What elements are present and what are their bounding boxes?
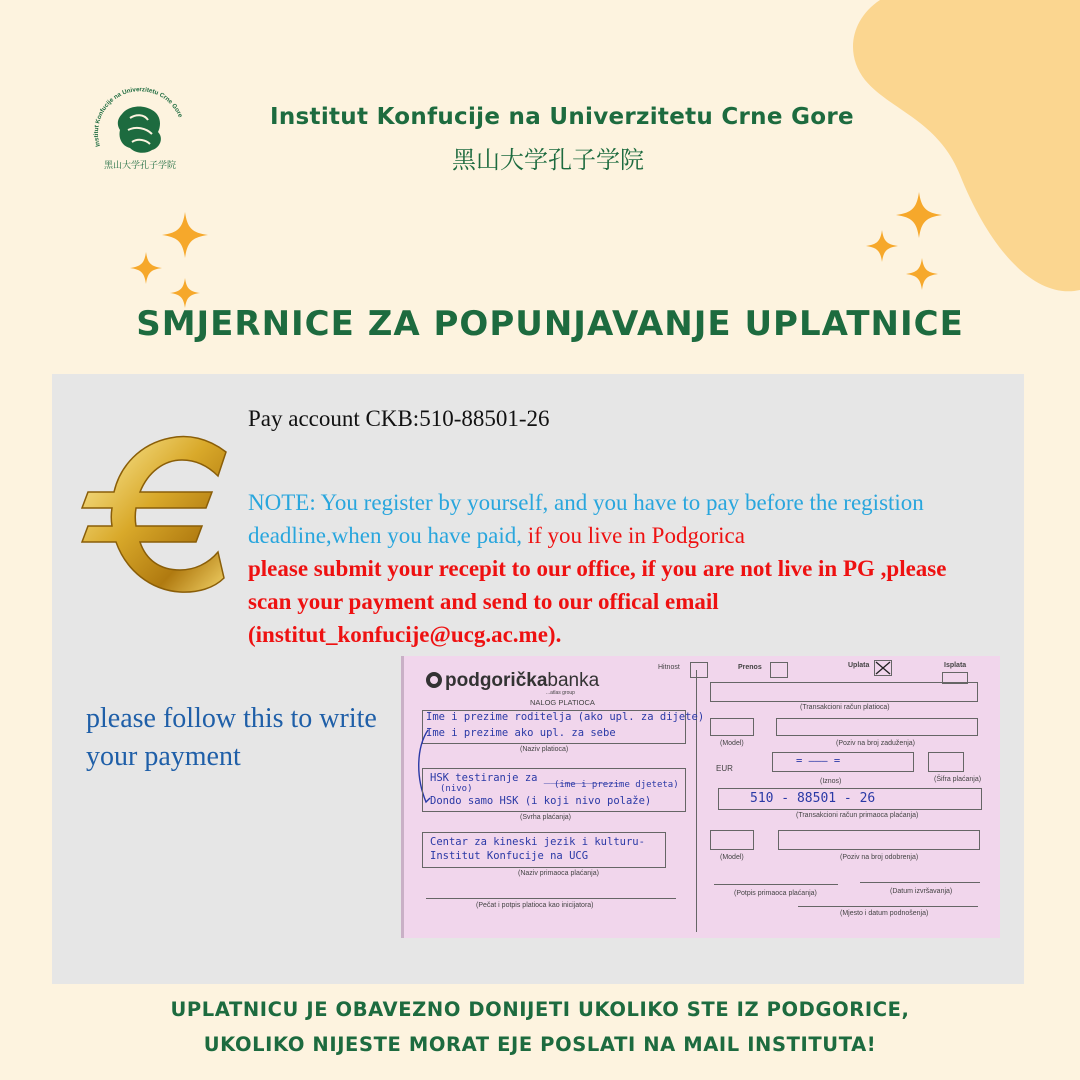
- payer-line2: Ime i prezime ako upl. za sebe: [426, 727, 616, 739]
- logo-cn-text: 黑山大学孔子学院: [103, 161, 177, 171]
- hitnost-box: [690, 662, 708, 678]
- bank-name-b: banka: [547, 670, 600, 691]
- sparkle-icon: [906, 258, 938, 290]
- institute-subtitle-cn: 黑山大学孔子学院: [452, 146, 644, 174]
- mjesto-line: [798, 906, 978, 907]
- uplata-label: Uplata: [848, 662, 870, 669]
- model2-box: [710, 830, 754, 850]
- footer-line2: UKOLIKO NIJESTE MORAT EJE POSLATI NA MAIL INSTITUTA!: [203, 1033, 877, 1056]
- purpose-note1: (nivo): [440, 784, 473, 794]
- euro-icon: [78, 430, 238, 600]
- sifra-box: [928, 752, 964, 772]
- sparkle-icon: [896, 192, 942, 238]
- sparkle-icon: [866, 230, 898, 262]
- confucius-logo-icon: [118, 107, 161, 153]
- footer-notice: [0, 992, 1080, 1062]
- payer-line1: Ime i prezime roditelja (ako upl. za dijete): [426, 711, 705, 723]
- form-title: NALOG PLATIOCA: [530, 698, 595, 707]
- poziv-zaduzenja-box: [776, 718, 978, 736]
- prenos-box: [770, 662, 788, 678]
- datum-line: [860, 882, 980, 883]
- pay-account: Pay account CKB:510-88501-26: [248, 406, 550, 431]
- registration-note: [248, 486, 988, 651]
- model2-label: (Model): [720, 854, 744, 861]
- account-hand: 510 - 88501 - 26: [750, 791, 876, 806]
- potpis-primaoca-label: (Potpis primaoca plaćanja): [734, 890, 817, 897]
- logo-ring-text: Institut Konfucije na Univerzitetu Crne Gore: [92, 86, 184, 148]
- check-x-icon: [875, 661, 891, 675]
- stamp-line: [426, 898, 676, 899]
- institute-title: Institut Konfucije na Univerzitetu Crne Gore: [270, 104, 854, 130]
- recipient-label: (Naziv primaoca plaćanja): [518, 870, 599, 877]
- trans-payer-box: [710, 682, 978, 702]
- stamp-label: (Pečat i potpis platioca kao inicijatora): [476, 902, 594, 909]
- datum-izvrsavanja-label: (Datum izvršavanja): [890, 888, 953, 895]
- payment-slip: [401, 656, 1000, 938]
- follow-instruction: please follow this to write your payment: [86, 703, 377, 772]
- iznos-label: (Iznos): [820, 778, 842, 785]
- mjesto-datum-label: (Mjesto i datum podnošenja): [840, 910, 929, 917]
- eur-label: EUR: [716, 764, 733, 773]
- poziv-odobrenja-box: [778, 830, 980, 850]
- bank-group: ...atlas group: [546, 690, 575, 696]
- footer-line1: UPLATNICU JE OBAVEZNO DONIJETI UKOLIKO STE IZ PODGORICE,: [170, 998, 910, 1021]
- prenos-label: Prenos: [738, 664, 762, 671]
- purpose-note2: (ime i prezime djeteta): [554, 780, 679, 790]
- note-red-text: if you live in Podgorica: [527, 523, 745, 548]
- poziv-zaduzenja-label: (Poziv na broj zaduženja): [836, 740, 915, 747]
- bank-name-a: podgorička: [445, 670, 548, 691]
- purpose-label: (Svrha plaćanja): [520, 814, 571, 821]
- recipient-line2: Institut Konfucije na UCG: [430, 850, 589, 862]
- purpose-line1: HSK testiranje za ____________: [430, 772, 620, 784]
- recipient-line1: Centar za kineski jezik i kulturu-: [430, 836, 645, 848]
- sifra-label: (Šifra plaćanja): [934, 776, 982, 783]
- note-red-bold-text: please submit your recepit to our office, if you are not live in PG ,please scan your payment and send to our offical email (institut_konfucije@ucg.ac.me).: [248, 556, 947, 647]
- sparkle-icon: [162, 210, 208, 260]
- slip-divider: [696, 670, 697, 932]
- note-blue-text: NOTE: You register by yourself, and you have to pay before the registion deadline,when you have paid,: [248, 490, 924, 548]
- page-heading: SMJERNICE ZA POPUNJAVANJE UPLATNICE: [136, 304, 964, 344]
- amount-box: [772, 752, 914, 772]
- hitnost-label: Hitnost: [658, 664, 680, 671]
- purpose-line2: Dondo samo HSK (i koji nivo polaže): [430, 795, 652, 807]
- institute-logo: [80, 84, 200, 184]
- potpis-line: [714, 884, 838, 885]
- sparkle-icon: [130, 252, 162, 284]
- isplata-label: Isplata: [944, 662, 967, 669]
- corner-blob: [820, 0, 1080, 300]
- poziv-odobrenja-label: (Poziv na broj odobrenja): [840, 854, 919, 861]
- amount-hand: = ——— =: [796, 755, 841, 767]
- trans-payer-label: (Transakcioni račun platioca): [800, 704, 890, 711]
- bank-logo: [426, 670, 599, 692]
- uplata-box: [874, 660, 892, 676]
- payer-label: (Naziv platioca): [520, 746, 569, 753]
- model-label: (Model): [720, 740, 744, 747]
- model-box: [710, 718, 754, 736]
- bank-logo-icon: [426, 672, 442, 688]
- trans-recipient-label: (Transakcioni račun primaoca plaćanja): [796, 812, 919, 819]
